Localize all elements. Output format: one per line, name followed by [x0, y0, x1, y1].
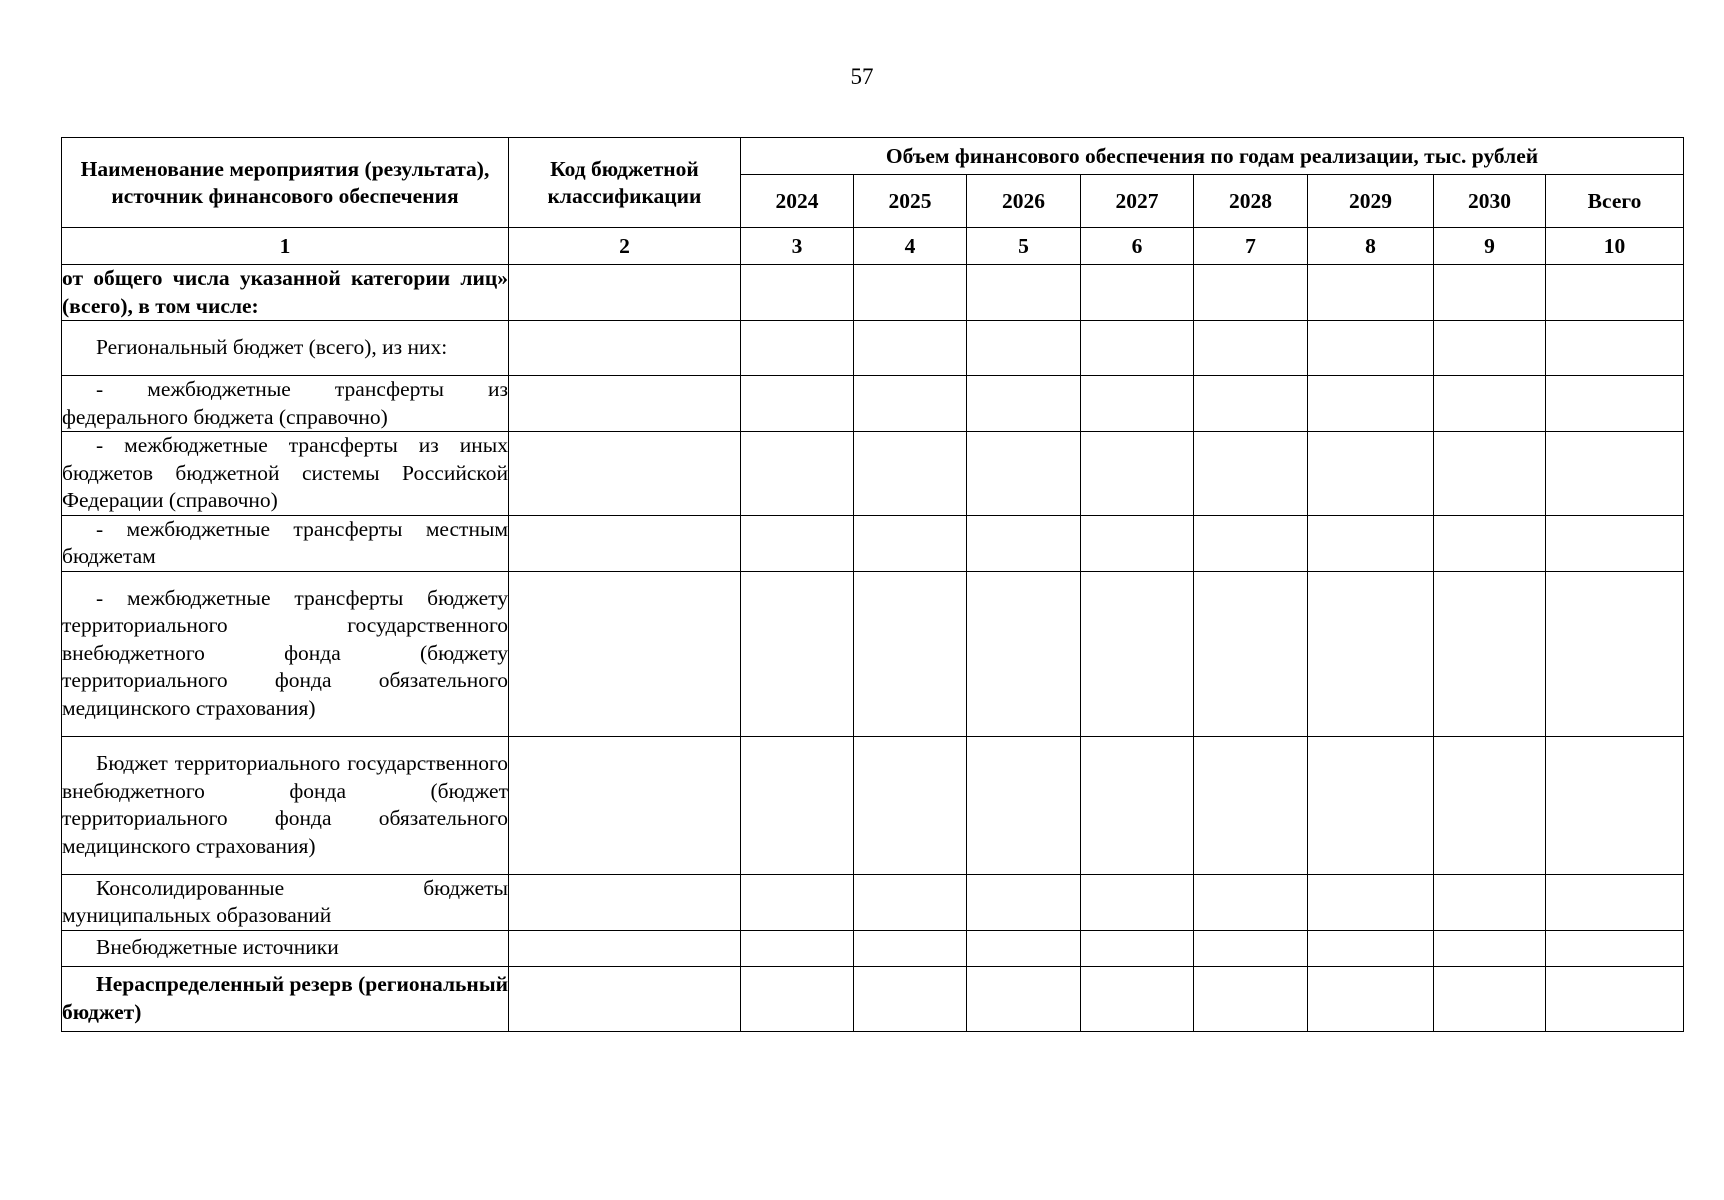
table-row [62, 265, 1684, 321]
column-number: 3 [741, 228, 854, 265]
value-cell [1434, 265, 1546, 321]
header-total: Всего [1546, 175, 1684, 228]
page-number: 57 [850, 64, 874, 89]
value-cell [854, 515, 967, 571]
value-cell [741, 515, 854, 571]
row-label-cell [62, 265, 509, 321]
value-cell [854, 432, 967, 516]
code-cell [509, 571, 741, 736]
header-row-top [62, 138, 1684, 175]
value-cell [854, 874, 967, 930]
row-label: Региональный бюджет (всего), из них: [96, 335, 448, 360]
row-label: Бюджет территориального государственного внебюджетного фонда (бюджет территориального фонда обязательного медицинского страхования) [62, 751, 508, 858]
column-number: 2 [509, 228, 741, 265]
value-cell [1081, 376, 1194, 432]
value-cell [854, 376, 967, 432]
column-number: 7 [1194, 228, 1308, 265]
value-cell [1308, 966, 1434, 1031]
column-number: 8 [1308, 228, 1434, 265]
value-cell [1546, 571, 1684, 736]
value-cell [1308, 874, 1434, 930]
value-cell [741, 571, 854, 736]
value-cell [1308, 432, 1434, 516]
value-cell [1546, 736, 1684, 874]
column-number: 5 [967, 228, 1081, 265]
value-cell [1308, 515, 1434, 571]
code-cell [509, 874, 741, 930]
value-cell [1308, 930, 1434, 966]
value-cell [1434, 736, 1546, 874]
value-cell [1081, 736, 1194, 874]
value-cell [967, 966, 1081, 1031]
code-cell [509, 432, 741, 516]
value-cell [1546, 515, 1684, 571]
value-cell [1546, 432, 1684, 516]
header-year: 2028 [1194, 175, 1308, 228]
value-cell [741, 930, 854, 966]
value-cell [967, 515, 1081, 571]
table-row [62, 966, 1684, 1031]
code-cell [509, 265, 741, 321]
header-year: 2027 [1081, 175, 1194, 228]
value-cell [1081, 966, 1194, 1031]
value-cell [1434, 321, 1546, 376]
value-cell [854, 571, 967, 736]
value-cell [1194, 376, 1308, 432]
value-cell [1081, 571, 1194, 736]
value-cell [1194, 321, 1308, 376]
value-cell [741, 265, 854, 321]
value-cell [967, 930, 1081, 966]
value-cell [1081, 930, 1194, 966]
table-row [62, 376, 1684, 432]
financing-table [61, 137, 1684, 1032]
value-cell [1434, 966, 1546, 1031]
table-row [62, 874, 1684, 930]
row-label-cell [62, 930, 509, 966]
value-cell [1546, 321, 1684, 376]
row-label-cell [62, 321, 509, 376]
value-cell [1081, 515, 1194, 571]
row-label: - межбюджетные трансферты из федерального бюджета (справочно) [62, 377, 508, 429]
row-label: от общего числа указанной категории лиц» (всего), в том числе: [62, 266, 508, 318]
value-cell [1434, 515, 1546, 571]
column-number: 1 [62, 228, 509, 265]
table-row [62, 515, 1684, 571]
value-cell [967, 571, 1081, 736]
row-label-cell [62, 966, 509, 1031]
value-cell [967, 432, 1081, 516]
code-cell [509, 321, 741, 376]
table-row [62, 432, 1684, 516]
value-cell [1546, 874, 1684, 930]
value-cell [1546, 265, 1684, 321]
value-cell [1546, 930, 1684, 966]
column-numbers-row [62, 228, 1684, 265]
value-cell [967, 736, 1081, 874]
row-label: - межбюджетные трансферты из иных бюджетов бюджетной системы Российской Федерации (справочно) [62, 433, 508, 512]
column-number: 9 [1434, 228, 1546, 265]
header-year: 2030 [1434, 175, 1546, 228]
value-cell [1194, 736, 1308, 874]
table-row [62, 321, 1684, 376]
header-name-column: Наименование мероприятия (результата), источник финансового обеспечения [62, 138, 509, 228]
row-label-cell [62, 432, 509, 516]
value-cell [967, 265, 1081, 321]
header-year: 2029 [1308, 175, 1434, 228]
value-cell [1308, 376, 1434, 432]
value-cell [1434, 432, 1546, 516]
value-cell [1081, 432, 1194, 516]
value-cell [1546, 966, 1684, 1031]
value-cell [1194, 966, 1308, 1031]
row-label-cell [62, 515, 509, 571]
value-cell [1434, 571, 1546, 736]
value-cell [854, 321, 967, 376]
value-cell [967, 321, 1081, 376]
value-cell [1194, 265, 1308, 321]
value-cell [741, 966, 854, 1031]
value-cell [854, 265, 967, 321]
value-cell [1194, 571, 1308, 736]
header-year: 2025 [854, 175, 967, 228]
table-body [62, 265, 1684, 1032]
table-row [62, 571, 1684, 736]
value-cell [1194, 432, 1308, 516]
value-cell [741, 736, 854, 874]
row-label: Консолидированные бюджеты муниципальных образований [62, 875, 508, 927]
value-cell [741, 376, 854, 432]
row-label: - межбюджетные трансферты бюджету территориального государственного внебюджетного фонда (бюджету территориального фонда обязательного медицинского страхования) [62, 585, 508, 720]
value-cell [1081, 321, 1194, 376]
header-code-column: Код бюджетной классификации [509, 138, 741, 228]
column-number: 10 [1546, 228, 1684, 265]
header-year: 2026 [967, 175, 1081, 228]
value-cell [967, 376, 1081, 432]
value-cell [1308, 571, 1434, 736]
row-label-cell [62, 874, 509, 930]
column-number: 6 [1081, 228, 1194, 265]
value-cell [967, 874, 1081, 930]
row-label-cell [62, 571, 509, 736]
value-cell [1194, 930, 1308, 966]
value-cell [1194, 515, 1308, 571]
value-cell [1081, 874, 1194, 930]
value-cell [1434, 376, 1546, 432]
value-cell [854, 736, 967, 874]
code-cell [509, 966, 741, 1031]
code-cell [509, 515, 741, 571]
value-cell [741, 874, 854, 930]
value-cell [741, 432, 854, 516]
value-cell [1308, 321, 1434, 376]
code-cell [509, 376, 741, 432]
value-cell [1546, 376, 1684, 432]
value-cell [1434, 874, 1546, 930]
code-cell [509, 930, 741, 966]
header-year: 2024 [741, 175, 854, 228]
value-cell [854, 930, 967, 966]
row-label-cell [62, 376, 509, 432]
code-cell [509, 736, 741, 874]
value-cell [1434, 930, 1546, 966]
value-cell [741, 321, 854, 376]
value-cell [1081, 265, 1194, 321]
table-row [62, 930, 1684, 966]
row-label: Внебюджетные источники [96, 935, 339, 960]
value-cell [1308, 736, 1434, 874]
value-cell [1194, 874, 1308, 930]
row-label: - межбюджетные трансферты местным бюджетам [62, 516, 508, 568]
row-label-cell [62, 736, 509, 874]
table-row [62, 736, 1684, 874]
header-volume-group: Объем финансового обеспечения по годам реализации, тыс. рублей [741, 138, 1684, 175]
row-label: Нераспределенный резерв (региональный бюджет) [62, 972, 508, 1024]
value-cell [1308, 265, 1434, 321]
value-cell [854, 966, 967, 1031]
column-number: 4 [854, 228, 967, 265]
